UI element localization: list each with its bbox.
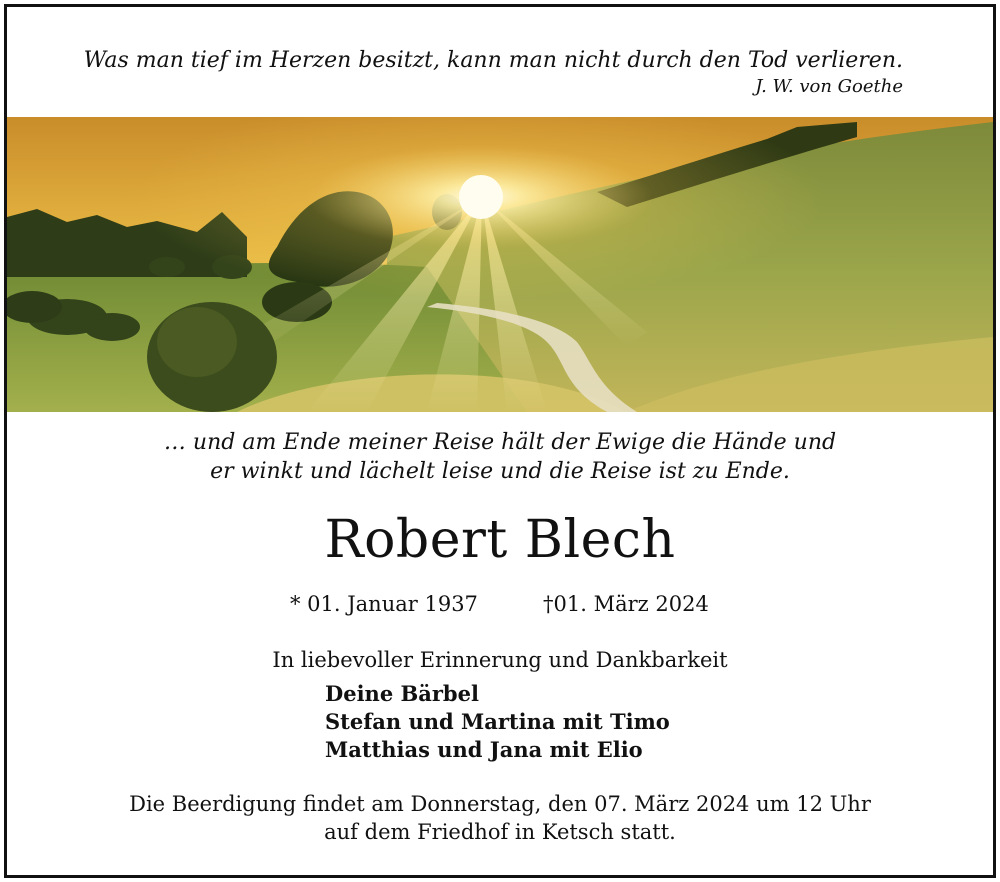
epigraph [84, 47, 903, 99]
obituary-notice [4, 4, 996, 878]
dedication: In liebevoller Erinnerung und Dankbarkeit [272, 648, 728, 672]
verse [7, 428, 993, 486]
funeral-line-2: auf dem Friedhof in Ketsch statt. [324, 820, 676, 844]
verse-line-2: er winkt und lächelt leise und die Reise ist zu Ende. [210, 459, 790, 484]
mourner: Stefan und Martina mit Timo [325, 709, 670, 734]
birth-date: * 01. Januar 1937 [290, 592, 478, 616]
funeral-info [7, 790, 993, 846]
mourner: Matthias und Jana mit Elio [325, 737, 643, 762]
epigraph-author: J. W. von Goethe [755, 76, 903, 97]
verse-line-1: … und am Ende meiner Reise hält der Ewige die Hände und [163, 430, 837, 455]
sunset-landscape-photo [7, 117, 993, 412]
death-date: †01. März 2024 [543, 592, 709, 616]
mourner: Deine Bärbel [325, 681, 479, 706]
mourners-list [325, 680, 670, 764]
funeral-line-1: Die Beerdigung findet am Donnerstag, den 07. März 2024 um 12 Uhr [129, 792, 871, 816]
deceased-name: Robert Blech [324, 510, 676, 570]
epigraph-quote: Was man tief im Herzen besitzt, kann man nicht durch den Tod verlieren. [83, 48, 903, 73]
